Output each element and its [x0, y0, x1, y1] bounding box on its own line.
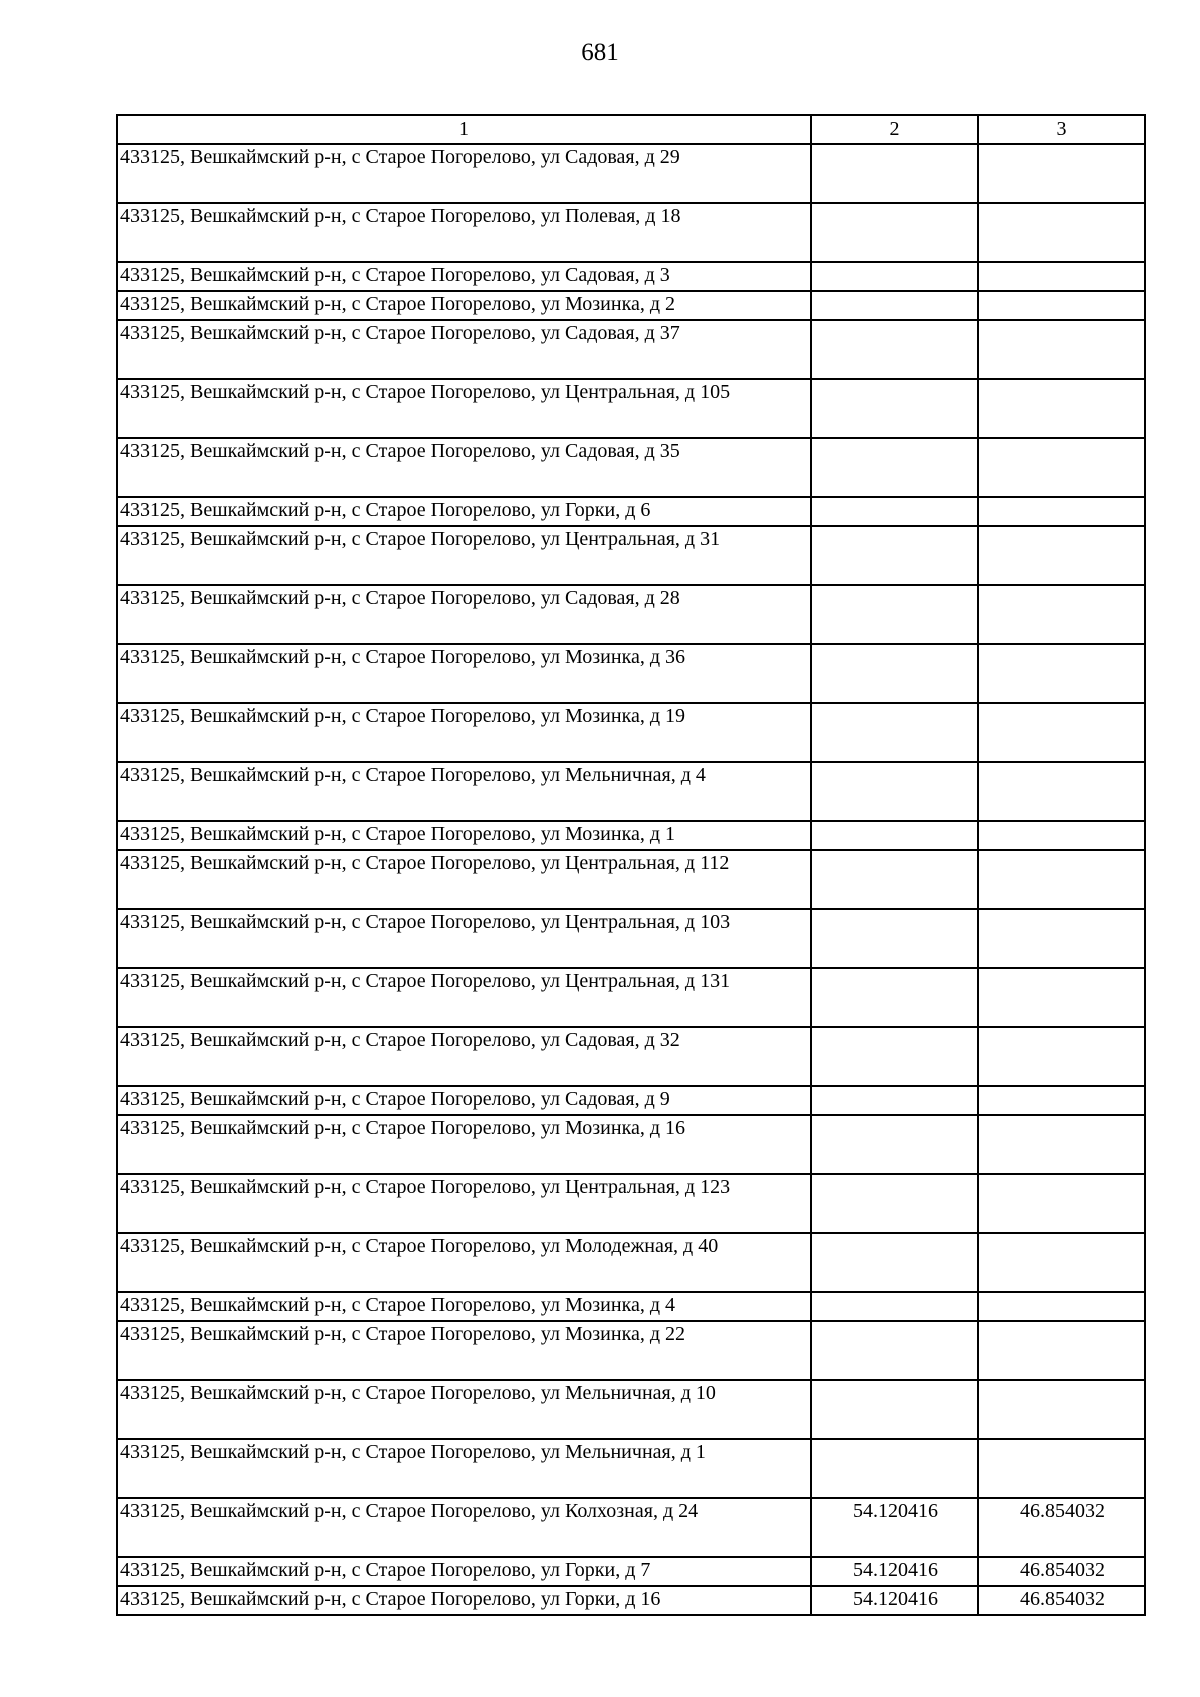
address-cell: 433125, Вешкаймский р-н, с Старое Погорелово, ул Мозинка, д 22 [117, 1321, 811, 1380]
latitude-cell [811, 438, 978, 497]
column-header-1: 1 [117, 115, 811, 144]
longitude-cell [978, 644, 1145, 703]
longitude-cell: 46.854032 [978, 1498, 1145, 1557]
address-table [116, 114, 1146, 1616]
latitude-cell [811, 262, 978, 291]
longitude-cell [978, 762, 1145, 821]
address-cell: 433125, Вешкаймский р-н, с Старое Погорелово, ул Полевая, д 18 [117, 203, 811, 262]
table-row [117, 1498, 1145, 1557]
address-cell: 433125, Вешкаймский р-н, с Старое Погорелово, ул Центральная, д 123 [117, 1174, 811, 1233]
table-row [117, 703, 1145, 762]
table-row [117, 203, 1145, 262]
longitude-cell [978, 1233, 1145, 1292]
table-header-row [117, 115, 1145, 144]
longitude-cell [978, 850, 1145, 909]
address-cell: 433125, Вешкаймский р-н, с Старое Погорелово, ул Центральная, д 112 [117, 850, 811, 909]
address-cell: 433125, Вешкаймский р-н, с Старое Погорелово, ул Молодежная, д 40 [117, 1233, 811, 1292]
latitude-cell [811, 1115, 978, 1174]
table-row [117, 379, 1145, 438]
longitude-cell [978, 1380, 1145, 1439]
table-row [117, 320, 1145, 379]
latitude-cell [811, 291, 978, 320]
address-cell: 433125, Вешкаймский р-н, с Старое Погорелово, ул Мозинка, д 4 [117, 1292, 811, 1321]
table-row [117, 1086, 1145, 1115]
address-cell: 433125, Вешкаймский р-н, с Старое Погорелово, ул Садовая, д 29 [117, 144, 811, 203]
table-row [117, 1027, 1145, 1086]
latitude-cell [811, 703, 978, 762]
address-cell: 433125, Вешкаймский р-н, с Старое Погорелово, ул Горки, д 16 [117, 1586, 811, 1615]
longitude-cell [978, 1321, 1145, 1380]
latitude-cell [811, 1027, 978, 1086]
longitude-cell [978, 526, 1145, 585]
longitude-cell [978, 1086, 1145, 1115]
address-cell: 433125, Вешкаймский р-н, с Старое Погорелово, ул Садовая, д 9 [117, 1086, 811, 1115]
table-row [117, 1586, 1145, 1615]
longitude-cell [978, 968, 1145, 1027]
table-row [117, 291, 1145, 320]
latitude-cell [811, 762, 978, 821]
table-row [117, 526, 1145, 585]
longitude-cell [978, 909, 1145, 968]
longitude-cell [978, 320, 1145, 379]
table-row [117, 1115, 1145, 1174]
address-cell: 433125, Вешкаймский р-н, с Старое Погорелово, ул Центральная, д 105 [117, 379, 811, 438]
longitude-cell [978, 262, 1145, 291]
longitude-cell [978, 1439, 1145, 1498]
latitude-cell: 54.120416 [811, 1586, 978, 1615]
table-row [117, 1174, 1145, 1233]
address-cell: 433125, Вешкаймский р-н, с Старое Погорелово, ул Мозинка, д 16 [117, 1115, 811, 1174]
longitude-cell: 46.854032 [978, 1586, 1145, 1615]
address-cell: 433125, Вешкаймский р-н, с Старое Погорелово, ул Горки, д 7 [117, 1557, 811, 1586]
longitude-cell [978, 1027, 1145, 1086]
table-row [117, 497, 1145, 526]
latitude-cell [811, 1380, 978, 1439]
latitude-cell [811, 821, 978, 850]
table-row [117, 909, 1145, 968]
longitude-cell [978, 1115, 1145, 1174]
table-row [117, 1292, 1145, 1321]
latitude-cell [811, 1439, 978, 1498]
address-cell: 433125, Вешкаймский р-н, с Старое Погорелово, ул Центральная, д 31 [117, 526, 811, 585]
latitude-cell: 54.120416 [811, 1557, 978, 1586]
address-cell: 433125, Вешкаймский р-н, с Старое Погорелово, ул Центральная, д 103 [117, 909, 811, 968]
address-cell: 433125, Вешкаймский р-н, с Старое Погорелово, ул Мозинка, д 19 [117, 703, 811, 762]
address-cell: 433125, Вешкаймский р-н, с Старое Погорелово, ул Мельничная, д 1 [117, 1439, 811, 1498]
address-cell: 433125, Вешкаймский р-н, с Старое Погорелово, ул Мозинка, д 1 [117, 821, 811, 850]
latitude-cell [811, 968, 978, 1027]
longitude-cell [978, 291, 1145, 320]
table-row [117, 262, 1145, 291]
longitude-cell [978, 821, 1145, 850]
latitude-cell [811, 144, 978, 203]
table-row [117, 644, 1145, 703]
address-cell: 433125, Вешкаймский р-н, с Старое Погорелово, ул Садовая, д 3 [117, 262, 811, 291]
latitude-cell [811, 320, 978, 379]
address-cell: 433125, Вешкаймский р-н, с Старое Погорелово, ул Садовая, д 28 [117, 585, 811, 644]
longitude-cell: 46.854032 [978, 1557, 1145, 1586]
address-cell: 433125, Вешкаймский р-н, с Старое Погорелово, ул Центральная, д 131 [117, 968, 811, 1027]
latitude-cell [811, 526, 978, 585]
address-cell: 433125, Вешкаймский р-н, с Старое Погорелово, ул Мозинка, д 36 [117, 644, 811, 703]
longitude-cell [978, 703, 1145, 762]
table-row [117, 1321, 1145, 1380]
address-cell: 433125, Вешкаймский р-н, с Старое Погорелово, ул Мельничная, д 4 [117, 762, 811, 821]
latitude-cell [811, 644, 978, 703]
latitude-cell [811, 379, 978, 438]
latitude-cell [811, 203, 978, 262]
table-row [117, 585, 1145, 644]
address-cell: 433125, Вешкаймский р-н, с Старое Погорелово, ул Садовая, д 37 [117, 320, 811, 379]
longitude-cell [978, 1292, 1145, 1321]
longitude-cell [978, 1174, 1145, 1233]
table-row [117, 821, 1145, 850]
latitude-cell [811, 1086, 978, 1115]
latitude-cell [811, 585, 978, 644]
page-number: 681 [581, 39, 619, 66]
table-row [117, 1380, 1145, 1439]
address-cell: 433125, Вешкаймский р-н, с Старое Погорелово, ул Мозинка, д 2 [117, 291, 811, 320]
longitude-cell [978, 144, 1145, 203]
table-row [117, 438, 1145, 497]
latitude-cell [811, 850, 978, 909]
column-header-2: 2 [811, 115, 978, 144]
latitude-cell [811, 497, 978, 526]
address-cell: 433125, Вешкаймский р-н, с Старое Погорелово, ул Колхозная, д 24 [117, 1498, 811, 1557]
table-row [117, 968, 1145, 1027]
address-cell: 433125, Вешкаймский р-н, с Старое Погорелово, ул Садовая, д 32 [117, 1027, 811, 1086]
table-row [117, 1233, 1145, 1292]
address-cell: 433125, Вешкаймский р-н, с Старое Погорелово, ул Садовая, д 35 [117, 438, 811, 497]
latitude-cell [811, 1233, 978, 1292]
latitude-cell [811, 1292, 978, 1321]
latitude-cell: 54.120416 [811, 1498, 978, 1557]
longitude-cell [978, 379, 1145, 438]
longitude-cell [978, 203, 1145, 262]
table-row [117, 144, 1145, 203]
longitude-cell [978, 585, 1145, 644]
table-row [117, 850, 1145, 909]
table-row [117, 1439, 1145, 1498]
latitude-cell [811, 1174, 978, 1233]
address-cell: 433125, Вешкаймский р-н, с Старое Погорелово, ул Мельничная, д 10 [117, 1380, 811, 1439]
address-cell: 433125, Вешкаймский р-н, с Старое Погорелово, ул Горки, д 6 [117, 497, 811, 526]
table-row [117, 762, 1145, 821]
table-body [117, 144, 1145, 1615]
longitude-cell [978, 438, 1145, 497]
longitude-cell [978, 497, 1145, 526]
latitude-cell [811, 909, 978, 968]
column-header-3: 3 [978, 115, 1145, 144]
table-row [117, 1557, 1145, 1586]
latitude-cell [811, 1321, 978, 1380]
